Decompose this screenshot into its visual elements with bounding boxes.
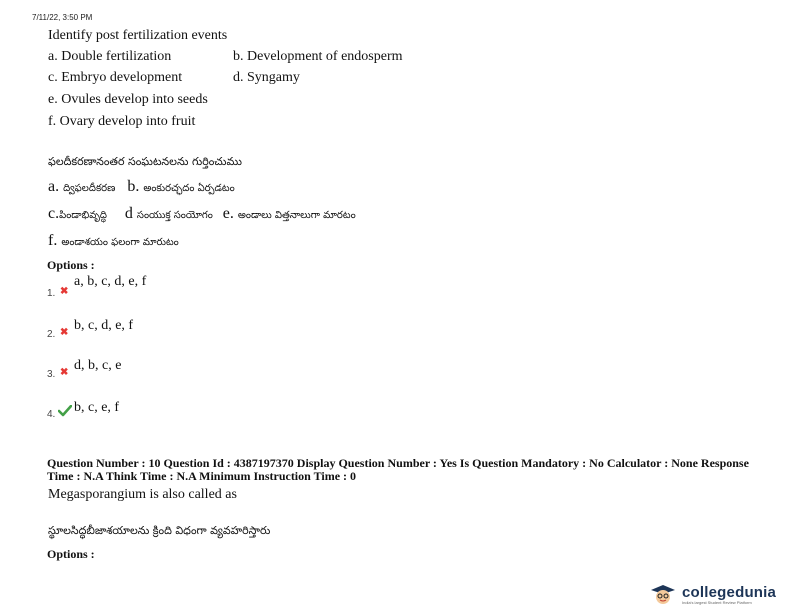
question-10-prompt: Megasporangium is also called as bbox=[48, 487, 237, 502]
telugu-key-f: f. bbox=[48, 232, 58, 249]
telugu-prompt: ఫలదీకరణానంతర సంఘటనలను గుర్తించుము bbox=[48, 155, 242, 168]
logo-tagline: India's largest Student Review Platform bbox=[682, 599, 752, 605]
telugu-key-d: d bbox=[124, 205, 133, 222]
logo-name: collegedunia bbox=[682, 583, 777, 601]
item-d: d. Syngamy bbox=[233, 70, 300, 85]
item-c: c. Embryo development bbox=[48, 70, 183, 85]
option-1-text: a, b, c, d, e, f bbox=[74, 274, 147, 289]
telugu-item-b: అంకురచ్ఛదం ఏర్పడటం bbox=[143, 183, 235, 194]
collegedunia-logo bbox=[648, 581, 776, 607]
cross-icon: ✖ bbox=[60, 286, 69, 297]
question-meta: Question Number : 10 Question Id : 4387197370 Display Question Number : Yes Is Question Mandatory : No Calculator : None Response Time : N.A Think Time : N.A Minimum Instruction Time : 0 bbox=[47, 456, 749, 483]
telugu-item-a: ద్విఫలదీకరణ bbox=[63, 183, 116, 194]
telugu-line-cde bbox=[48, 205, 356, 223]
telugu-key-a: a. bbox=[48, 178, 60, 195]
option-1-number: 1. bbox=[47, 288, 56, 299]
cross-icon: ✖ bbox=[60, 367, 69, 378]
telugu-item-f: అండాశయం ఫలంగా మారుటం bbox=[61, 237, 179, 248]
option-3-text: d, b, c, e bbox=[74, 358, 122, 373]
option-3-number: 3. bbox=[47, 369, 56, 380]
options-label: Options : bbox=[47, 258, 95, 272]
telugu-line-f bbox=[48, 232, 179, 250]
telugu-key-b: b. bbox=[127, 178, 140, 195]
item-a: a. Double fertilization bbox=[48, 49, 172, 64]
telugu-key-c: c. bbox=[48, 205, 60, 222]
question-10-options-label: Options : bbox=[47, 547, 95, 561]
telugu-key-e: e. bbox=[222, 205, 234, 222]
question-10-telugu-prompt: స్థూలసిద్ధబీజాశయాలను క్రింది విధంగా వ్యవహరిస్తారు bbox=[48, 524, 271, 537]
item-e: e. Ovules develop into seeds bbox=[48, 92, 208, 107]
telugu-item-c: పిండాభివృద్ధి bbox=[59, 210, 107, 221]
cross-icon: ✖ bbox=[60, 327, 69, 338]
item-f: f. Ovary develop into fruit bbox=[48, 114, 196, 129]
option-2-text: b, c, d, e, f bbox=[74, 318, 134, 333]
question-prompt: Identify post fertilization events bbox=[48, 28, 228, 43]
print-timestamp: 7/11/22, 3:50 PM bbox=[32, 13, 93, 22]
telugu-item-e: అండాలు విత్తనాలుగా మారటం bbox=[237, 210, 356, 221]
telugu-item-d: సంయుక్త సంయోగం bbox=[136, 210, 213, 221]
option-2-number: 2. bbox=[47, 329, 56, 340]
item-b: b. Development of endosperm bbox=[233, 49, 403, 64]
check-icon bbox=[58, 404, 72, 422]
telugu-line-ab bbox=[48, 178, 235, 196]
option-4-text: b, c, e, f bbox=[74, 400, 120, 415]
logo-mascot-icon bbox=[648, 582, 678, 606]
option-4-number: 4. bbox=[47, 409, 56, 420]
